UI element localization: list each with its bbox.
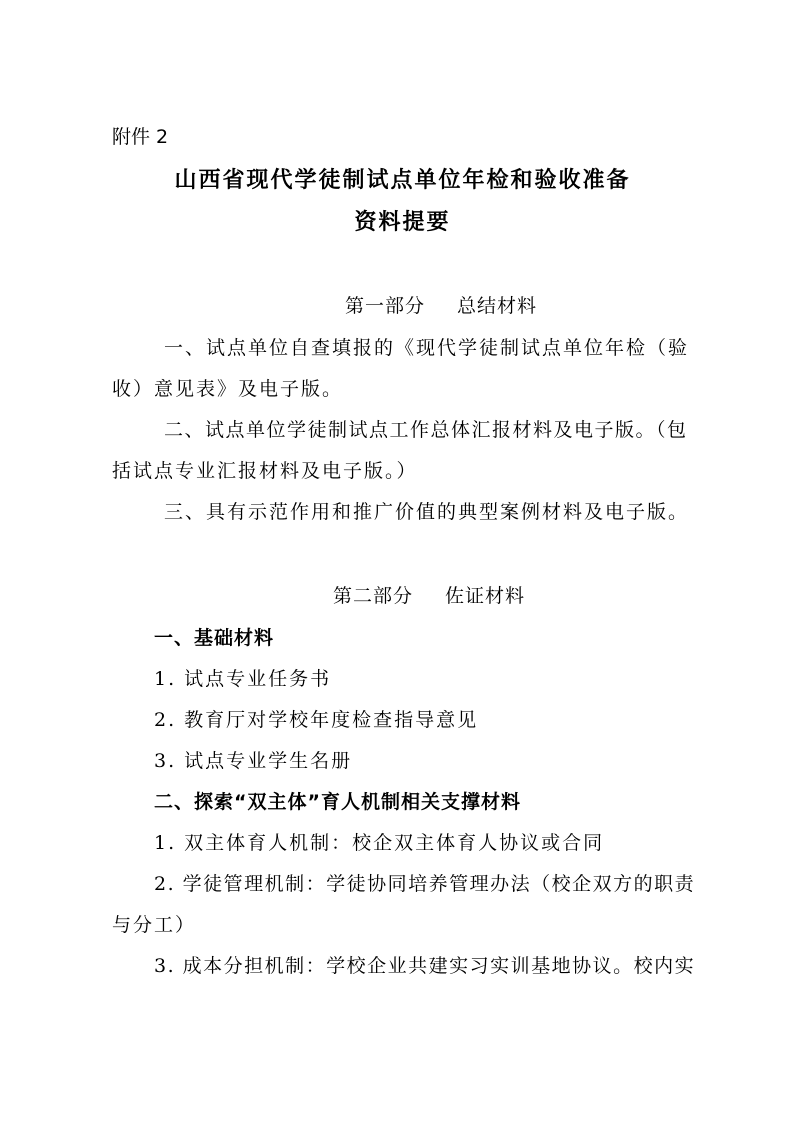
section2-heading: 二、探索“双主体”育人机制相关支撑材料 (154, 791, 521, 813)
part1-para2-line2: 括试点专业汇报材料及电子版。） (112, 460, 418, 482)
document-title-line2: 资料提要 (354, 210, 451, 235)
part1-para1-line2: 收）意见表》及电子版。 (112, 378, 344, 400)
part2-heading (333, 581, 525, 608)
document-title-line1: 山西省现代学徒制试点单位年检和验收准备 (174, 168, 631, 193)
section2-item-2-line1: 2. 学徒管理机制：学徒协同培养管理办法（校企双方的职责 (154, 873, 696, 895)
attachment-label: 附件 2 (112, 126, 169, 148)
part1-label: 第一部分 (345, 295, 426, 317)
section1-item-2: 2. 教育厅对学校年度检查指导意见 (154, 709, 479, 731)
section2-item-3-line1: 3. 成本分担机制：学校企业共建实习实训基地协议。校内实 (154, 955, 696, 977)
section1-heading: 一、基础材料 (154, 627, 275, 649)
section1-item-3: 3. 试点专业学生名册 (154, 750, 353, 772)
part1-name: 总结材料 (457, 295, 538, 317)
part1-para3-line1: 三、具有示范作用和推广价值的典型案例材料及电子版。 (164, 501, 690, 523)
part1-para2-line1: 二、试点单位学徒制试点工作总体汇报材料及电子版。（包 (164, 419, 688, 441)
section1-item-1: 1. 试点专业任务书 (154, 668, 332, 690)
section2-item-2-line2: 与分工） (112, 914, 197, 936)
part2-name: 佐证材料 (445, 585, 526, 607)
section2-item-1: 1. 双主体育人机制：校企双主体育人协议或合同 (154, 832, 605, 854)
part2-label: 第二部分 (333, 585, 414, 607)
part1-para1-line1: 一、试点单位自查填报的《现代学徒制试点单位年检（验 (164, 337, 690, 359)
part1-heading (345, 291, 537, 318)
